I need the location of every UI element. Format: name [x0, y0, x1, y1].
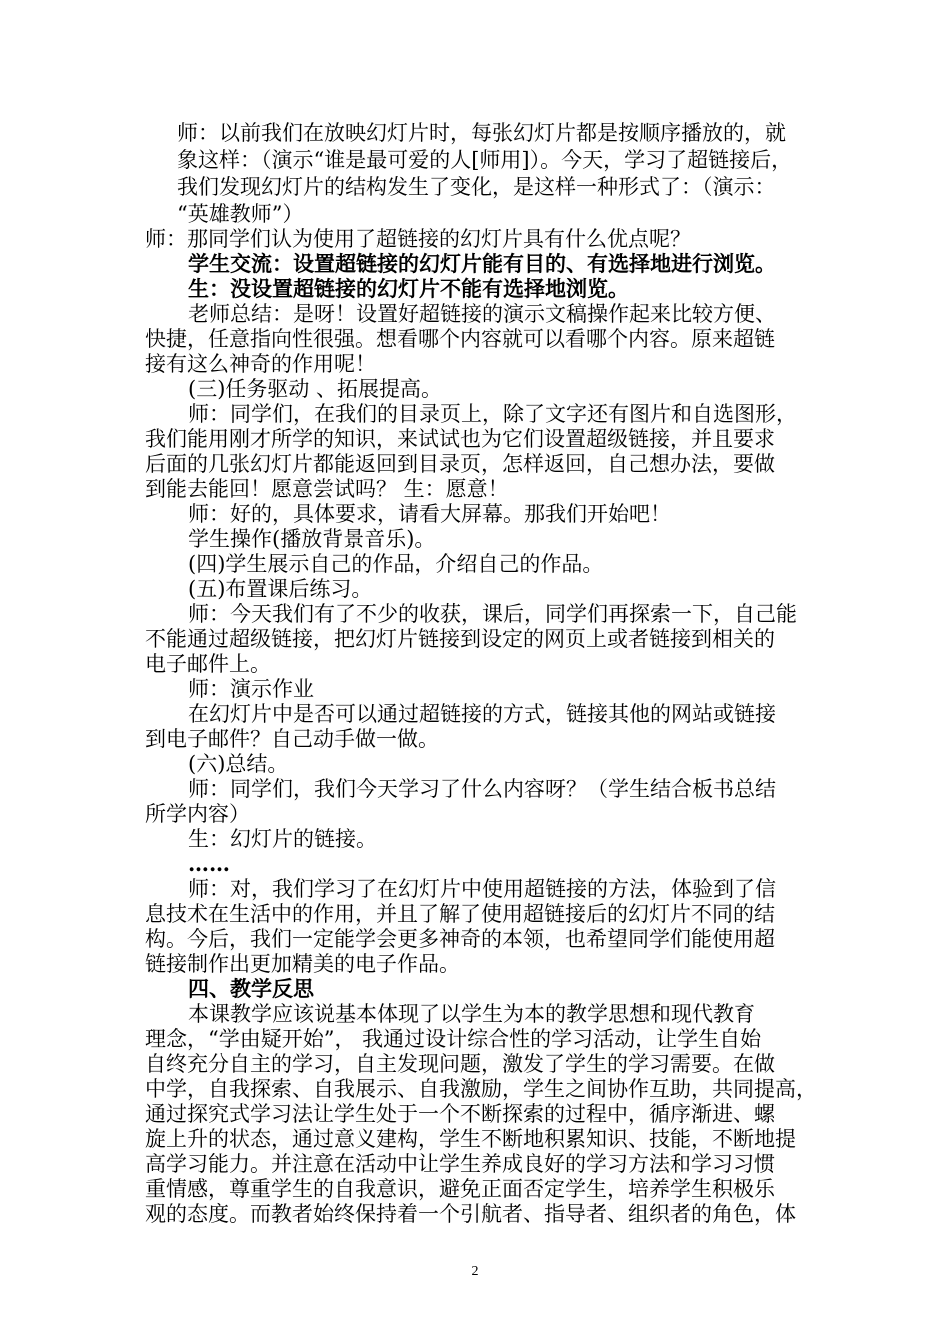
text-line: 生：幻灯片的链接。: [188, 827, 377, 851]
text-line: 自终充分自主的学习，自主发现问题，激发了学生的学习需要。在做: [145, 1052, 775, 1076]
text-line: 师：对，我们学习了在幻灯片中使用超链接的方法，体验到了信: [188, 877, 776, 901]
section-heading: (五)布置课后练习。: [188, 577, 373, 601]
text-line: 我们能用刚才所学的知识，来试试也为它们设置超级链接，并且要求: [145, 427, 775, 451]
text-line: 老师总结：是呀！设置好超链接的演示文稿操作起来比较方便、: [188, 302, 776, 326]
text-line: 师：今天我们有了不少的收获，课后，同学们再探索一下，自己能: [188, 602, 797, 626]
section-heading: (三)任务驱动 、拓展提高。: [188, 377, 443, 401]
text-line: 师：同学们，我们今天学习了什么内容呀？（学生结合板书总结: [188, 777, 776, 801]
text-line: 师：好的，具体要求，请看大屏幕。那我们开始吧！: [188, 502, 671, 526]
text-line: 构。今后，我们一定能学会更多神奇的本领，也希望同学们能使用超: [145, 927, 775, 951]
text-line-bold: 学生交流：设置超链接的幻灯片能有目的、有选择地进行浏览。: [188, 251, 776, 276]
text-line: 后面的几张幻灯片都能返回到目录页，怎样返回，自己想办法，要做: [145, 452, 775, 476]
text-line: 到能去能回！愿意尝试吗？ 生：愿意！: [145, 477, 509, 501]
text-line: 不能通过超级链接，把幻灯片链接到设定的网页上或者链接到相关的: [145, 627, 775, 651]
text-line: 师：那同学们认为使用了超链接的幻灯片具有什么优点呢？: [145, 227, 691, 251]
text-line: 重情感，尊重学生的自我意识，避免正面否定学生，培养学生积极乐: [145, 1177, 775, 1201]
section-heading: (六)总结。: [188, 752, 289, 776]
text-line: 通过探究式学习法让学生处于一个不断探索的过程中，循序渐进、螺: [145, 1102, 775, 1126]
text-line: 本课教学应该说基本体现了以学生为本的教学思想和现代教育: [188, 1002, 755, 1026]
text-line: 链接制作出更加精美的电子作品。: [145, 952, 460, 976]
section-heading-bold: 四、教学反思: [188, 976, 314, 1001]
text-line: 所学内容）: [145, 802, 250, 826]
text-line: 师：以前我们在放映幻灯片时，每张幻灯片都是按顺序播放的，就: [177, 121, 786, 145]
text-line: 理念，“学由疑开始”， 我通过设计综合性的学习活动，让学生自始: [145, 1027, 762, 1051]
text-line: 观的态度。而教者始终保持着一个引航者、指导者、组织者的角色，体: [145, 1202, 796, 1226]
text-line: 学生操作(播放背景音乐)。: [188, 527, 436, 551]
ellipsis-line: ……: [188, 851, 230, 876]
text-line: 息技术在生活中的作用，并且了解了使用超链接后的幻灯片不同的结: [145, 902, 775, 926]
text-line: 中学，自我探索、自我展示、自我激励，学生之间协作互助，共同提高，: [145, 1077, 817, 1101]
text-line-bold: 生：没设置超链接的幻灯片不能有选择地浏览。: [188, 276, 629, 301]
text-line: 接有这么神奇的作用呢！: [145, 352, 376, 376]
text-line: 象这样：（演示“谁是最可爱的人[师用]）。今天，学习了超链接后，: [177, 148, 793, 172]
text-line: 电子邮件上。: [145, 652, 271, 676]
text-line: “英雄教师”）: [177, 202, 304, 226]
text-line: 在幻灯片中是否可以通过超链接的方式，链接其他的网站或链接: [188, 702, 776, 726]
text-line: 师：演示作业: [188, 677, 314, 701]
text-line: 我们发现幻灯片的结构发生了变化，是这样一种形式了：（演示：: [177, 175, 776, 199]
text-line: 师：同学们，在我们的目录页上，除了文字还有图片和自选图形，: [188, 402, 797, 426]
text-line: 到电子邮件？自己动手做一做。: [145, 727, 439, 751]
text-line: 旋上升的状态，通过意义建构，学生不断地积累知识、技能，不断地提: [145, 1127, 796, 1151]
text-line: 快捷，任意指向性很强。想看哪个内容就可以看哪个内容。原来超链: [145, 327, 775, 351]
section-heading: (四)学生展示自己的作品，介绍自己的作品。: [188, 552, 604, 576]
text-line: 高学习能力。并注意在活动中让学生养成良好的学习方法和学习习惯: [145, 1152, 775, 1176]
page-number: 2: [471, 1264, 479, 1279]
